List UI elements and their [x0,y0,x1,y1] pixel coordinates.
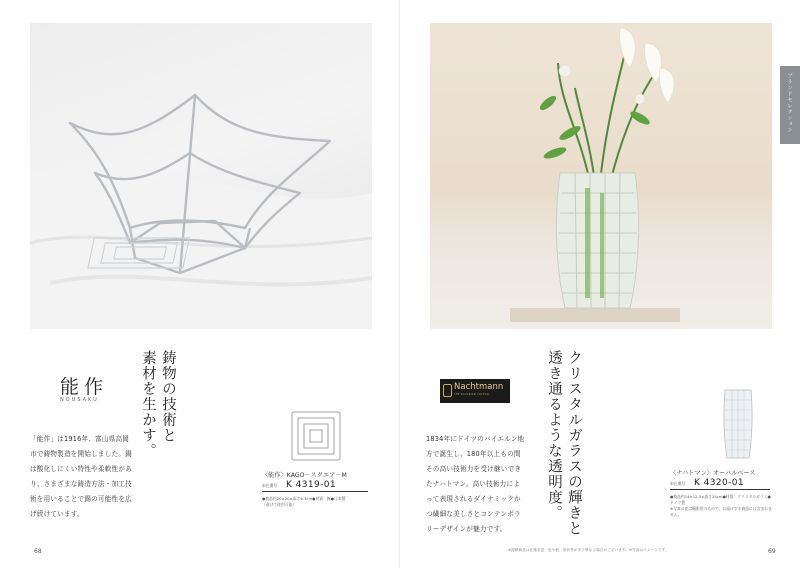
nachtmann-logo-text: Nachtmann [454,382,504,392]
vase-illustration [430,23,772,329]
page-number-left: 68 [34,548,42,555]
kago-product-name: 〈能作〉KAGO－スクエア－M [262,472,347,479]
page-number-right: 69 [768,548,776,555]
kago-code-label: 申込番号 [262,482,278,488]
left-catch-copy: 鋳物の技術と 素材を生かす。 [140,350,176,459]
nachtmann-logo-mark [443,384,452,397]
nachtmann-logo [440,379,510,403]
vase-product-code: K 4320-01 [694,478,744,488]
basket-illustration [30,23,372,329]
kago-product-code: K 4319-01 [286,480,336,490]
brand-name-nousaku: 能作 [60,376,109,398]
section-side-tab-label: ブランドセレクション [786,73,793,133]
nachtmann-logo-sub: THE BAVARIAN CRYSTAL [454,393,491,396]
left-body-text: 「能作」は1916年、富山県高岡市で鋳物製造を開始しました。錫は酸化しにくい特性や柔軟性があり、さまざまな鋳造方法・加工技術を用いることで錫の可能性を広げ続けています。 [30,435,132,518]
vase-thumbnail [722,388,754,460]
nousaku-basket-photo [30,23,372,329]
vase-code-label: 申込番号 [670,480,686,486]
brand-romaji: NOUSAKU [60,397,99,403]
footnote: ※掲載商品は仕様変更、色や柄、形状等が多少異なる場合がございます。※写真はイメージです。 [508,548,669,552]
vase-code-row [670,478,770,490]
nachtmann-vase-photo [430,23,772,329]
kago-thumbnail [290,410,342,462]
right-catch-copy: クリスタルガラスの輝きと 透き通るような透明度。 [546,350,582,536]
right-body-text: 1834年にドイツのバイエルン地方で誕生し、180年以上もの間その高い技術力を受け継いできたナハトマン。高い技術力によって表現されるダイナミックかつ繊細な美しさとコンテンポラリーデザインが魅力です。 [426,435,525,533]
section-side-tab[interactable] [780,66,800,144]
vase-product-name: 〈ナハトマン〉オーバルベース [670,470,756,477]
right-page [400,0,800,568]
vase-spec: ●商品約14×12.5×高さ24cm●材質：クリスタルガラス●ドイツ製 ※写真の花は撮影用のもので、お届けする商品には含まれません。 [670,494,772,517]
kago-code-row [262,480,368,492]
kago-spec: ●商品約20×20×高さ6.3cm●材質：錫●日本製 （曲げて使用可能） [262,496,346,507]
